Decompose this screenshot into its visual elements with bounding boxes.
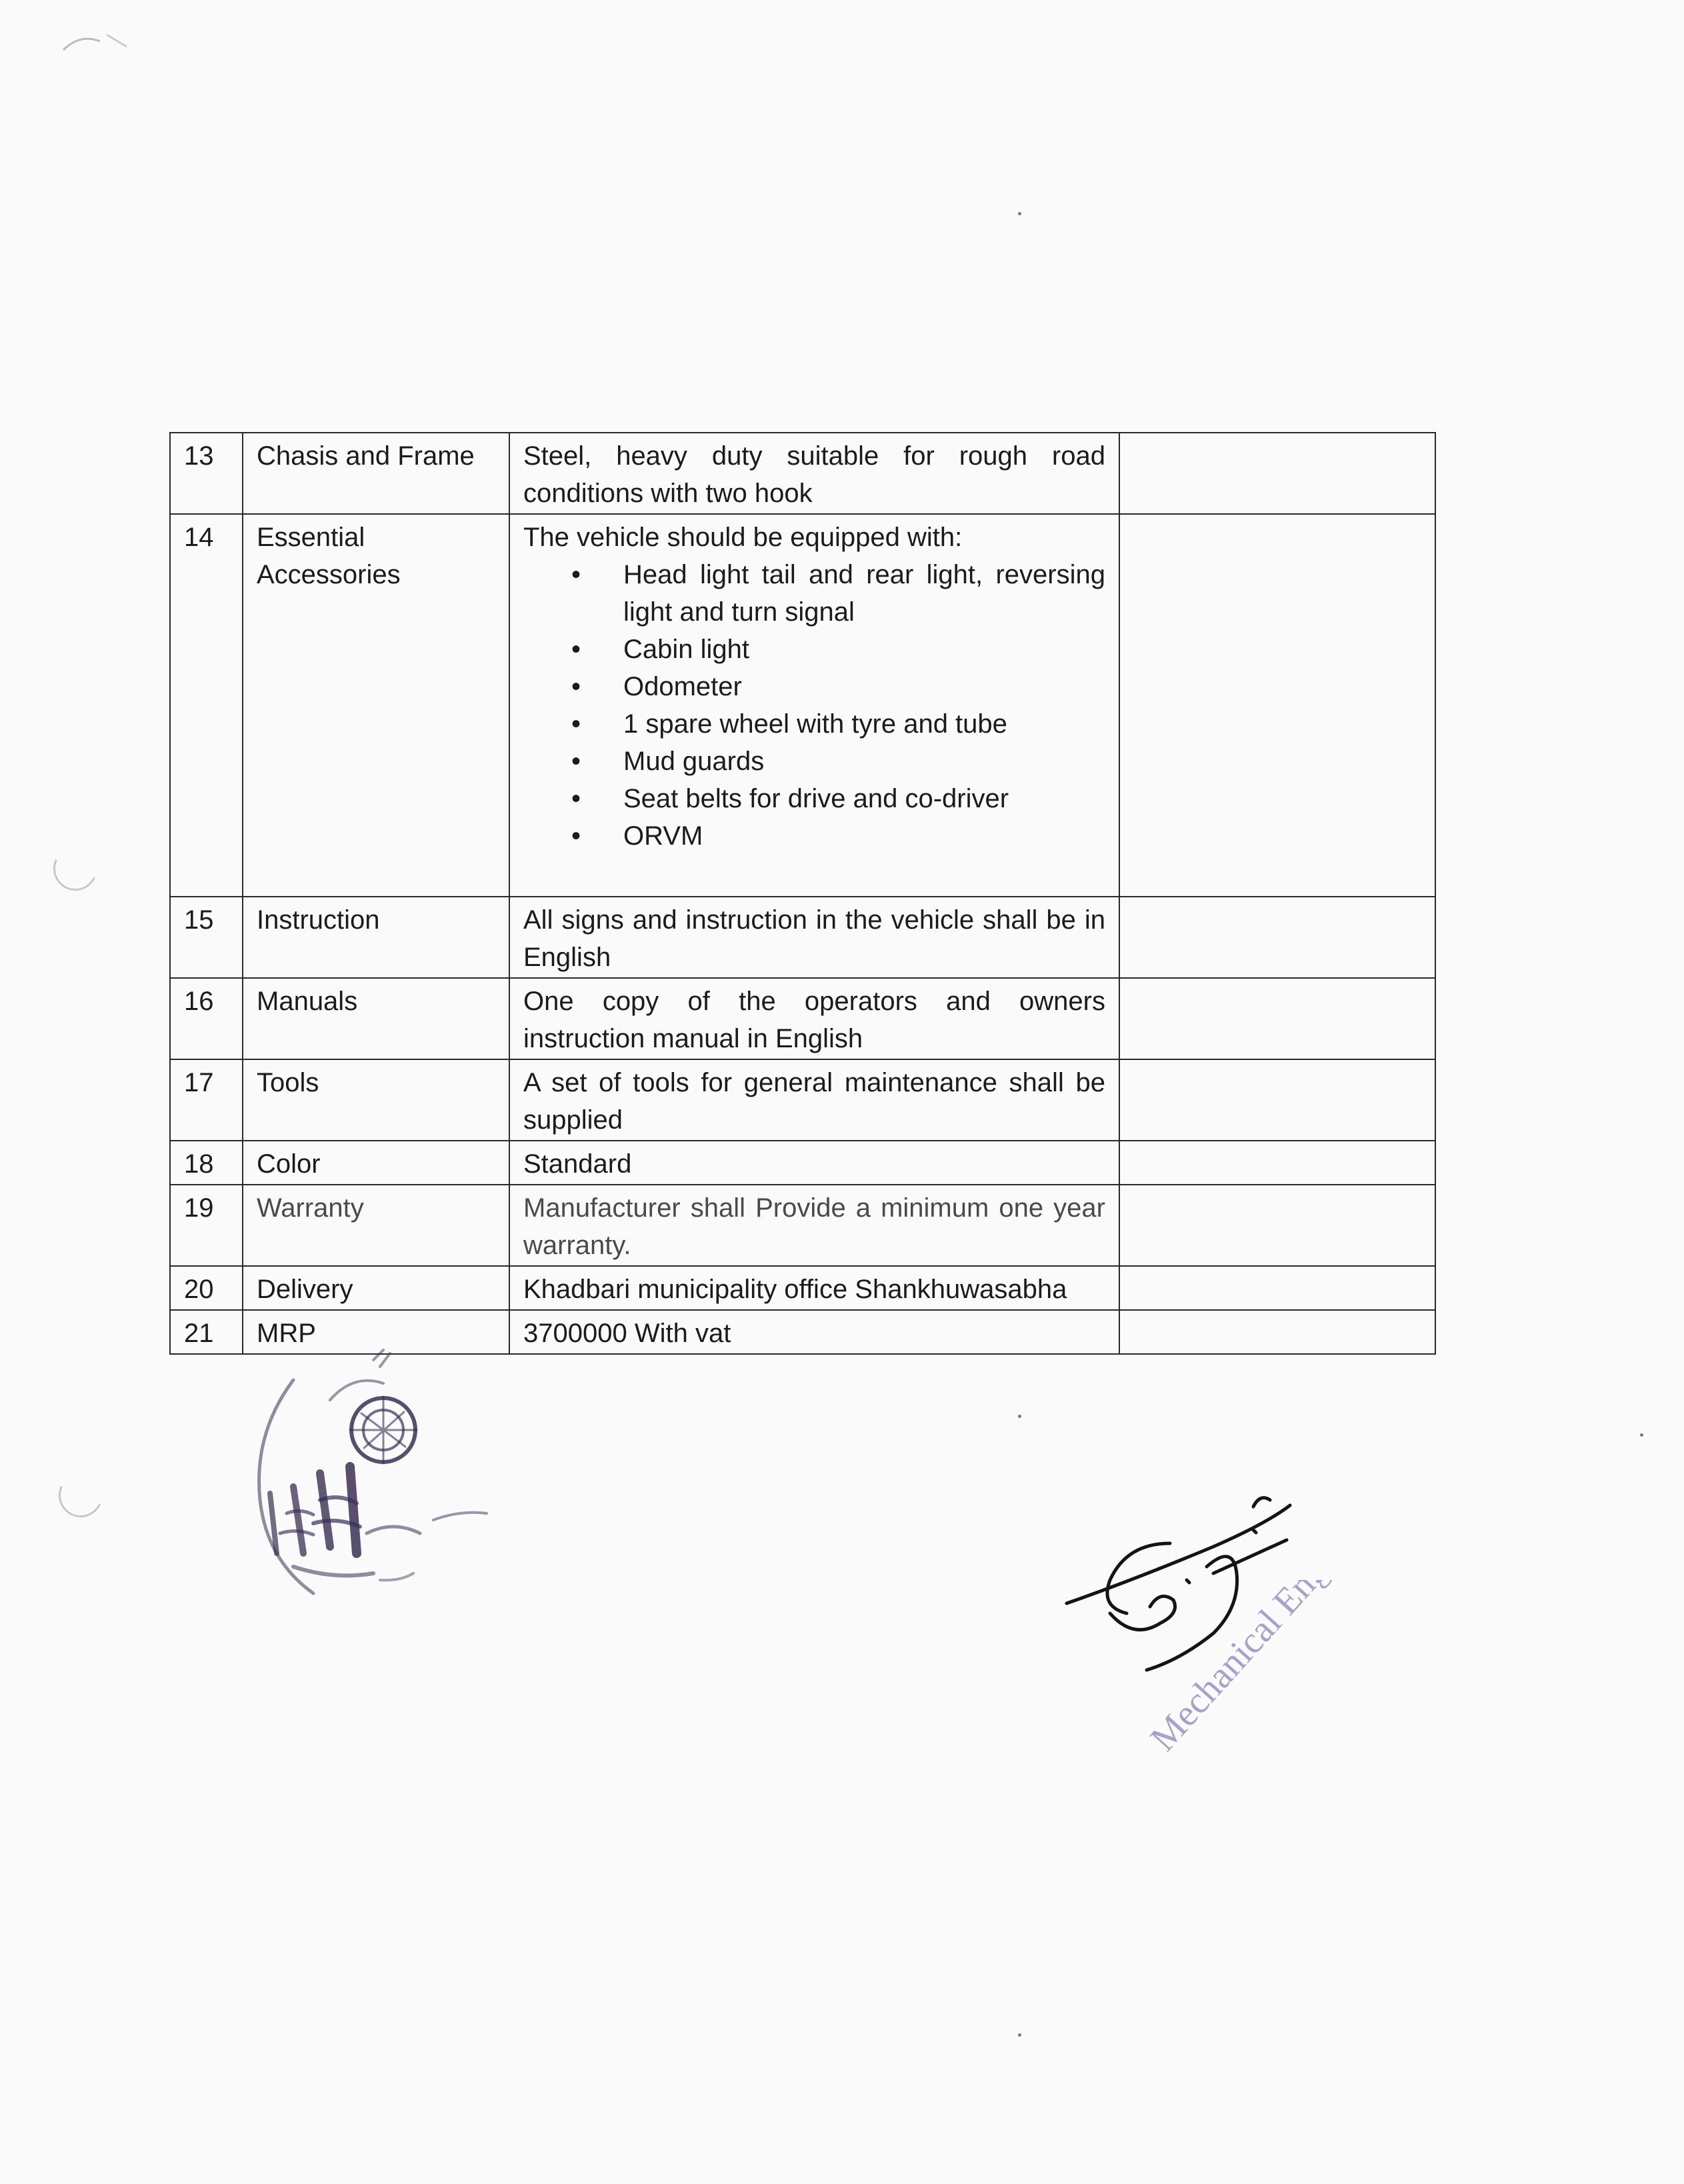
row-item: MRP — [243, 1310, 509, 1354]
table-row — [170, 1266, 1435, 1310]
row-number: 15 — [170, 897, 243, 978]
engineer-stamp-text: Mechanical Enginee — [1147, 1580, 1378, 1759]
table-row — [170, 1141, 1435, 1185]
list-item: • Cabin light — [623, 631, 1105, 668]
row-remark — [1119, 978, 1435, 1059]
row-spec: Standard — [509, 1141, 1119, 1185]
accessories-list — [523, 556, 1105, 895]
row-remark — [1119, 1141, 1435, 1185]
row-remark — [1119, 514, 1435, 897]
engineer-stamp — [1147, 1580, 1453, 1780]
row-number: 21 — [170, 1310, 243, 1354]
table-row — [170, 897, 1435, 978]
list-item: • ORVM — [623, 817, 1105, 855]
office-seal-stamp — [213, 1333, 520, 1640]
specification-table — [169, 432, 1436, 1355]
row-item: Chasis and Frame — [243, 433, 509, 514]
table-row — [170, 1185, 1435, 1266]
row-spec-accessories — [509, 514, 1119, 897]
row-number: 18 — [170, 1141, 243, 1185]
row-number: 14 — [170, 514, 243, 897]
table-row — [170, 433, 1435, 514]
row-remark — [1119, 433, 1435, 514]
list-item: • Odometer — [623, 668, 1105, 705]
accessories-intro: The vehicle should be equipped with: — [523, 523, 963, 552]
row-spec: One copy of the operators and owners instruction manual in English — [509, 978, 1119, 1059]
row-number: 16 — [170, 978, 243, 1059]
scan-speck — [1640, 1433, 1643, 1437]
row-item: Essential Accessories — [243, 514, 509, 897]
row-remark — [1119, 1185, 1435, 1266]
row-item: Delivery — [243, 1266, 509, 1310]
row-spec: Steel, heavy duty suitable for rough road conditions with two hook — [509, 433, 1119, 514]
table-row — [170, 514, 1435, 897]
row-remark — [1119, 1310, 1435, 1354]
row-item: Warranty — [243, 1185, 509, 1266]
table-row — [170, 1059, 1435, 1141]
punch-hole-mark — [47, 841, 104, 897]
scan-speck — [1018, 212, 1021, 215]
row-item: Instruction — [243, 897, 509, 978]
punch-hole-mark — [53, 1467, 109, 1524]
row-remark — [1119, 1266, 1435, 1310]
row-spec: All signs and instruction in the vehicle shall be in English — [509, 897, 1119, 978]
row-number: 17 — [170, 1059, 243, 1141]
row-number: 19 — [170, 1185, 243, 1266]
row-number: 13 — [170, 433, 243, 514]
engineer-stamp-graphic — [1147, 1580, 1453, 1780]
scan-speck — [1018, 1415, 1021, 1418]
row-spec: A set of tools for general maintenance shall be supplied — [509, 1059, 1119, 1141]
row-remark — [1119, 897, 1435, 978]
row-spec: Khadbari municipality office Shankhuwasabha — [509, 1266, 1119, 1310]
scan-speck — [1018, 2033, 1021, 2037]
row-number: 20 — [170, 1266, 243, 1310]
list-item: • Mud guards — [623, 743, 1105, 780]
row-spec: 3700000 With vat — [509, 1310, 1119, 1354]
row-remark — [1119, 1059, 1435, 1141]
list-item: • Head light tail and rear light, reversing light and turn signal — [623, 556, 1105, 631]
corner-scan-mark — [60, 27, 133, 60]
row-item: Color — [243, 1141, 509, 1185]
list-item: • Seat belts for drive and co-driver — [623, 780, 1105, 817]
table-row — [170, 978, 1435, 1059]
row-item: Manuals — [243, 978, 509, 1059]
list-item: • 1 spare wheel with tyre and tube — [623, 705, 1105, 743]
row-spec: Manufacturer shall Provide a minimum one year warranty. — [509, 1185, 1119, 1266]
row-item: Tools — [243, 1059, 509, 1141]
